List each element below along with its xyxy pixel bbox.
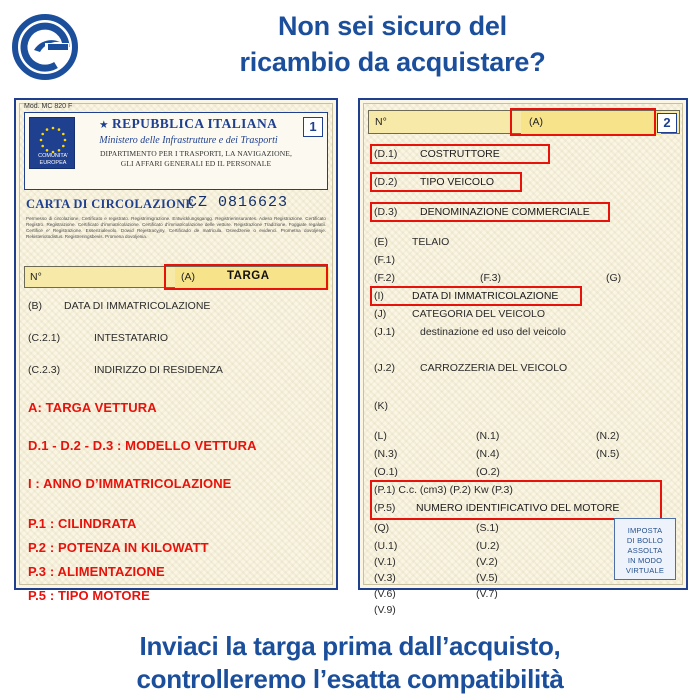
eu-flag-icon: [29, 117, 75, 169]
row-e-label: TELAIO: [412, 236, 450, 248]
doc-title: CARTA DI CIRCOLAZIONE: [26, 197, 195, 211]
row-v7-code: (V.7): [476, 588, 498, 600]
row-j-label: CATEGORIA DEL VEICOLO: [412, 308, 546, 320]
row-q-code: (Q): [374, 522, 390, 534]
row-n1-code: (N.1): [476, 430, 500, 442]
caption-modello: D.1 - D.2 - D.3 : MODELLO VETTURA: [28, 438, 257, 453]
department-line-2: GLI AFFARI GENERALI ED IL PERSONALE: [120, 158, 272, 168]
row-j1-label: destinazione ed uso del veicolo: [420, 326, 566, 338]
row-e-code: (E): [374, 236, 388, 248]
caption-anno: I : ANNO D’IMMATRICOLAZIONE: [28, 476, 232, 491]
page2-n-label: N°: [375, 116, 387, 128]
row-n2-code: (N.2): [596, 430, 620, 442]
eu-flag-label: COMUNITA’ EUROPEA: [38, 153, 68, 166]
row-f1-code: (F.1): [374, 254, 395, 266]
page-title: [95, 8, 690, 80]
department-lines: [81, 149, 311, 168]
row-u1-code: (U.1): [374, 540, 398, 552]
row-j2-label: CARROZZERIA DEL VEICOLO: [420, 362, 568, 374]
ricambi-logo-icon: [12, 14, 78, 80]
targa-value: TARGA: [227, 270, 270, 282]
field-c21-code: (C.2.1): [28, 332, 61, 344]
row-f2-code: (F.2): [374, 272, 395, 284]
row-v5-code: (V.5): [476, 572, 498, 584]
page2-a-cell: [521, 111, 661, 135]
row-d1-label: COSTRUTTORE: [420, 148, 500, 160]
row-u2-code: (U.2): [476, 540, 500, 552]
doc-code: CZ 0816623: [188, 194, 289, 211]
republic-title-text: REPUBBLICA ITALIANA: [111, 116, 278, 131]
caption-potenza: P.2 : POTENZA IN KILOWATT: [28, 540, 209, 555]
field-c23-label: INDIRIZZO DI RESIDENZA: [94, 364, 223, 376]
header: [0, 0, 700, 95]
row-j2-code: (J.2): [374, 362, 395, 374]
page2-a-label: (A): [529, 116, 543, 128]
caption-tipo-motore: P.5 : TIPO MOTORE: [28, 588, 150, 603]
field-b-code: (B): [28, 300, 42, 312]
row-v1-code: (V.1): [374, 556, 396, 568]
row-d1-code: (D.1): [374, 148, 398, 160]
department-line-1: DIPARTIMENTO PER I TRASPORTI, LA NAVIGAZIONE,: [99, 149, 293, 158]
stamp-line-1: IMPOSTA: [627, 526, 663, 535]
row-s1-code: (S.1): [476, 522, 499, 534]
page-number-badge-2: 2: [657, 113, 677, 133]
targa-code-label: (A): [181, 271, 195, 283]
row-n5-code: (N.5): [596, 448, 620, 460]
stamp-line-4: IN MODO: [627, 556, 663, 565]
targa-strip: [24, 266, 328, 288]
footer-line-1: Inviaci la targa prima dall’acquisto,: [139, 631, 561, 661]
targa-cell: [175, 267, 329, 289]
row-d3-code: (D.3): [374, 206, 398, 218]
row-d2-label: TIPO VEICOLO: [420, 176, 495, 188]
field-b-label: DATA DI IMMATRICOLAZIONE: [64, 300, 211, 312]
row-l-code: (L): [374, 430, 387, 442]
stamp-line-3: ASSOLTA: [627, 546, 663, 555]
row-v3-code: (V.3): [374, 572, 396, 584]
footer-line-2: controlleremo l’esatta compatibilità: [136, 664, 564, 694]
headline-line-2: ricambio da acquistare?: [239, 47, 546, 77]
row-d3-label: DENOMINAZIONE COMMERCIALE: [420, 206, 590, 218]
row-j1-code: (J.1): [374, 326, 395, 338]
row-v9-code: (V.9): [374, 604, 396, 616]
row-k-code: (K): [374, 400, 388, 412]
row-d2-code: (D.2): [374, 176, 398, 188]
stamp-box: [614, 518, 676, 580]
stamp-line-2: DI BOLLO: [626, 536, 664, 545]
row-o2-code: (O.2): [476, 466, 500, 478]
row-f3-code: (F.3): [480, 272, 501, 284]
field-c21-label: INTESTATARIO: [94, 332, 169, 344]
document-page-1: [14, 98, 338, 603]
caption-alimentazione: P.3 : ALIMENTAZIONE: [28, 564, 165, 579]
row-o1-code: (O.1): [374, 466, 398, 478]
document-page-2: [358, 98, 688, 616]
caption-cilindrata: P.1 : CILINDRATA: [28, 516, 137, 531]
row-p5-label: NUMERO IDENTIFICATIVO DEL MOTORE: [416, 502, 620, 514]
page-number-badge-1: 1: [303, 117, 323, 137]
row-n4-code: (N.4): [476, 448, 500, 460]
stamp-line-5: VIRTUALE: [625, 566, 665, 575]
row-power: (P.1) C.c. (cm3) (P.2) Kw (P.3): [374, 484, 513, 496]
row-g-code: (G): [606, 272, 622, 284]
row-j-code: (J): [374, 308, 387, 320]
ministry-line: Ministero delle Infrastrutture e dei Trasporti: [99, 135, 278, 146]
footer-cta: [0, 630, 700, 696]
row-n3-code: (N.3): [374, 448, 398, 460]
row-v6-code: (V.6): [374, 588, 396, 600]
n-label: N°: [30, 271, 42, 283]
row-v2-code: (V.2): [476, 556, 498, 568]
microtext-block: Permesso di circolazione, Certificato e registrato. Registrimigrazione. Entwicklungsgangg. Registrierinsurantes. Adeso Registrazione. Certificato Registro. Registrazione. Certificato d’immatricolazione. Certificato d’immatricolazione delle vetture. Registrazione Tradizione. Foggiate regalatii. Certifice e’ Registrazione. Essenzialevolo. Dowid Rejestracyjny. Certificado de matricula. Osvedzenie o evidenci. Prometna dovoljenje. Rekisteriotodistus. Registreringsbevis. Promena dovoljenia.: [26, 216, 326, 239]
field-c23-code: (C.2.3): [28, 364, 61, 376]
republic-title: ★ REPUBBLICA ITALIANA: [99, 116, 278, 131]
page2-n-strip: [368, 110, 680, 134]
row-i-label: DATA DI IMMATRICOLAZIONE: [412, 290, 559, 302]
row-i-code: (I): [374, 290, 384, 302]
row-p5-code: (P.5): [374, 502, 396, 514]
document-header-box: [24, 112, 328, 190]
mod-reference: Mod. MC 820 F: [24, 103, 73, 110]
caption-targa: A: TARGA VETTURA: [28, 400, 157, 415]
headline-line-1: Non sei sicuro del: [278, 11, 507, 41]
